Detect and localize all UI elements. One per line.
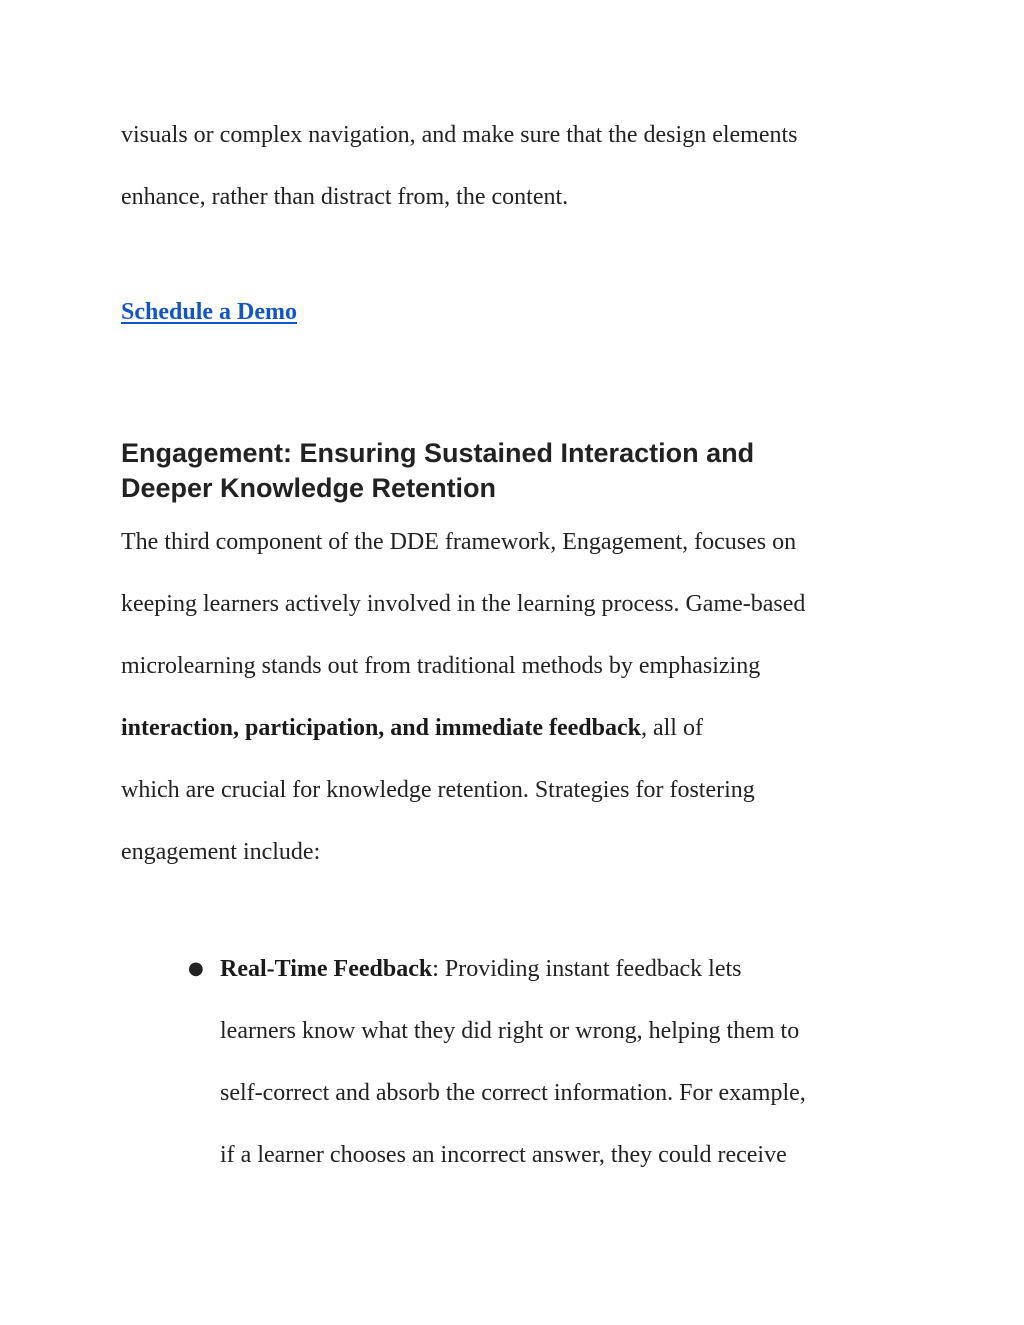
body-line-1: The third component of the DDE framework, Engagement, focuses on — [121, 529, 797, 555]
body-line-6: engagement include: — [121, 839, 321, 865]
intro-line-2: enhance, rather than distract from, the content. — [121, 184, 569, 210]
bullet-line-4: if a learner chooses an incorrect answer, they could receive — [220, 1142, 787, 1168]
body-line-2: keeping learners actively involved in the learning process. Game-based — [121, 591, 806, 617]
section-heading-line-2: Deeper Knowledge Retention — [121, 473, 497, 503]
body-line-4 — [121, 713, 703, 743]
bullet-marker-icon: ● — [188, 958, 204, 979]
bullet-title-rest: : Providing instant feedback lets — [432, 956, 742, 982]
section-heading-line-1: Engagement: Ensuring Sustained Interaction and — [121, 438, 755, 468]
body-line-4-rest: , all of — [640, 715, 703, 741]
bullet-line-1 — [220, 954, 741, 984]
body-line-5: which are crucial for knowledge retention. Strategies for fostering — [121, 777, 755, 803]
schedule-demo-link[interactable]: Schedule a Demo — [121, 299, 297, 325]
bullet-title: Real-Time Feedback — [220, 956, 433, 982]
body-line-3: microlearning stands out from traditional methods by emphasizing — [121, 653, 761, 679]
intro-line-1: visuals or complex navigation, and make sure that the design elements — [121, 122, 798, 148]
emphasis-text: interaction, participation, and immediate feedback — [121, 715, 641, 741]
section-heading — [121, 436, 921, 506]
bullet-line-3: self-correct and absorb the correct information. For example, — [220, 1080, 806, 1106]
bullet-line-2: learners know what they did right or wrong, helping them to — [220, 1018, 800, 1044]
